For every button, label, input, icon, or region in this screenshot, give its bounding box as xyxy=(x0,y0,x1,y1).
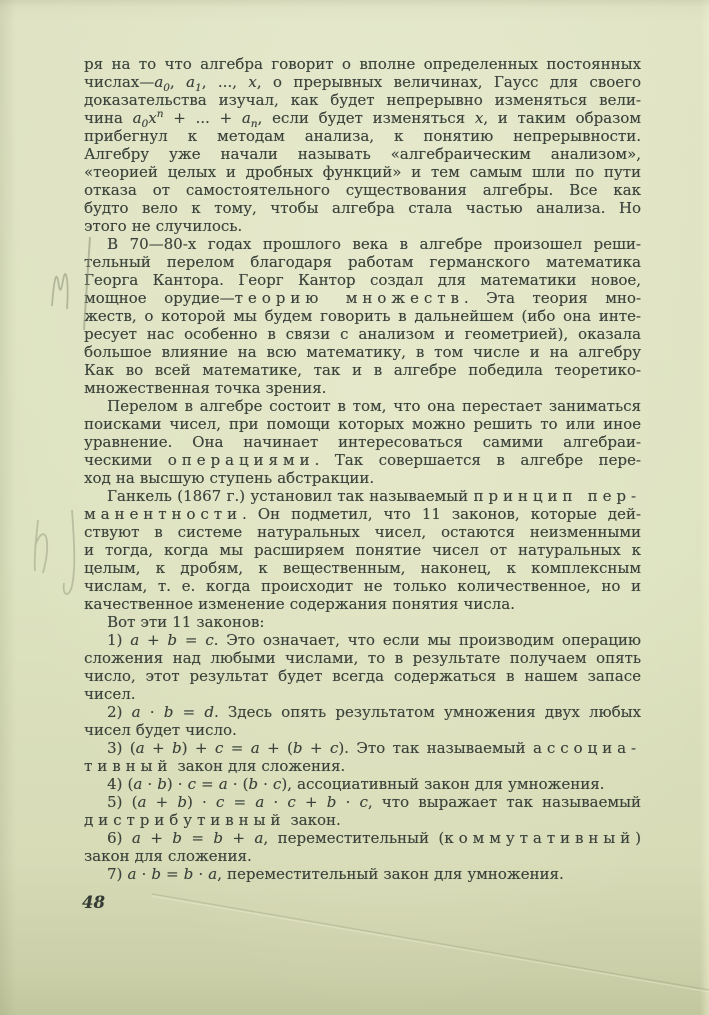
text-line: ря на то что алгебра говорит о вполне определенных постоянных xyxy=(84,55,641,73)
text-line: будто вело к тому, чтобы алгебра стала частью анализа. Но xyxy=(84,199,641,217)
text-line: В 70—80-х годах прошлого века в алгебре произошел реши- xyxy=(107,235,641,253)
text-line: 3) (a + b) + c = a + (b + c). Это так называемый ассоциа- xyxy=(107,739,641,757)
text-line: закон для сложения. xyxy=(84,847,252,865)
text-line: $числах—a_0$, $a_1$, ..., x, о прерывных величинах, Гаусс для своего xyxy=(84,73,641,94)
text-line: ход на высшую ступень абстракции. xyxy=(84,469,375,487)
text-line: доказательства изучал, как будет непрерывно изменяться вели- xyxy=(84,91,641,109)
text-line: чина $a_0x^n$ + ... + $a_n$, если будет изменяться x, и таким образом xyxy=(84,108,641,130)
text-line: ческими операциями. Так совершается в алгебре пере- xyxy=(84,451,641,469)
text-line: дистрибутивный закон. xyxy=(84,811,341,829)
text-line: 7) a · b = b · a, переместительный закон для умножения. xyxy=(107,865,564,883)
text-line: Алгебру уже начали называть «алгебраическим анализом», xyxy=(84,145,641,163)
text-line: 2) a · b = d. Здесь опять результатом умножения двух любых xyxy=(107,703,641,721)
page-number: 48 xyxy=(82,893,105,912)
text-line: 6) a + b = b + a, переместительный (коммутативный) xyxy=(107,829,641,847)
text-line: Как во всей математике, так и в алгебре победила теоретико- xyxy=(84,361,641,379)
pencil-mark-stroke xyxy=(64,510,75,594)
text-line: Георга Кантора. Георг Кантор создал для математики новое, xyxy=(84,271,641,289)
text-line: манентности. Он подметил, что 11 законов, которые дей- xyxy=(84,505,641,523)
text-line: число, этот результат будет всегда содержаться в нашем запасе xyxy=(84,667,641,685)
text-line: множественная точка зрения. xyxy=(84,379,327,397)
pencil-mark-m xyxy=(52,274,68,309)
pencil-mark-squiggle xyxy=(35,520,47,573)
text-line: 5) (a + b) · c = a · c + b · c, что выражает так называемый xyxy=(107,793,641,811)
text-line: сложения над любыми числами, то в результате получаем опять xyxy=(84,649,641,667)
text-line: ствуют в системе натуральных чисел, остаются неизменными xyxy=(84,523,641,541)
text-line: Вот эти 11 законов: xyxy=(107,613,265,631)
text-line: 4) (a · b) · c = a · (b · c), ассоциативный закон для умножения. xyxy=(107,775,605,793)
text-line: и тогда, когда мы расширяем понятие чисел от натуральных к xyxy=(84,541,641,559)
text-line: жеств, о которой мы будем говорить в дальнейшем (ибо она инте- xyxy=(84,307,641,325)
text-line: качественное изменение содержания понятия числа. xyxy=(84,595,515,613)
text-line: этого не случилось. xyxy=(84,217,243,235)
text-line: целым, к дробям, к вещественным, наконец, к комплексным xyxy=(84,559,641,577)
text-line: поисками чисел, при помощи которых можно решить то или иное xyxy=(84,415,641,433)
text-line: ресует нас особенно в связи с анализом и геометрией), оказала xyxy=(84,325,641,343)
page-crease-line xyxy=(152,894,709,990)
text-line: чисел. xyxy=(84,685,136,703)
text-line: мощное орудие—теорию множеств. Эта теория мно- xyxy=(84,289,642,307)
text-line: большое влияние на всю математику, в том числе и на алгебру xyxy=(84,343,641,361)
text-line: «теорией целых и дробных функций» и тем самым шли по пути xyxy=(84,163,641,181)
text-block xyxy=(84,55,641,883)
text-line: 1) a + b = c. Это означает, что если мы производим операцию xyxy=(107,631,641,649)
text-line: чисел будет число. xyxy=(84,721,237,739)
text-line: тивный закон для сложения. xyxy=(84,757,346,775)
text-line: отказа от самостоятельного существования алгебры. Все как xyxy=(84,181,641,199)
text-line: Ганкель (1867 г.) установил так называемый принцип пер- xyxy=(107,487,642,505)
text-line: числам, т. е. когда происходит не только количественное, но и xyxy=(84,577,641,595)
text-line: Перелом в алгебре состоит в том, что она перестает заниматься xyxy=(107,397,641,415)
page-crease-highlight xyxy=(152,896,709,992)
text-line: тельный перелом благодаря работам германского математика xyxy=(84,253,641,271)
text-line: прибегнул к методам анализа, к понятию непрерывности. xyxy=(84,127,641,145)
text-line: уравнение. Она начинает интересоваться самими алгебраи- xyxy=(84,433,641,451)
